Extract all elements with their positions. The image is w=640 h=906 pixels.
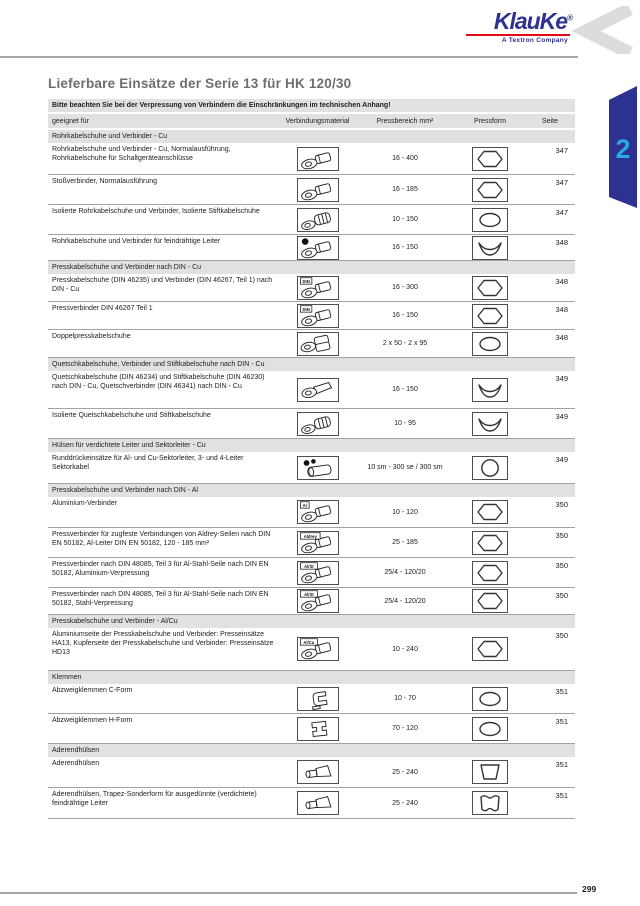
item-description: Pressverbinder nach DIN 48085, Teil 3 für Al-Stahl-Seile nach DIN EN 50182, Aluminium-Verpressung — [52, 561, 269, 577]
table-row — [48, 409, 575, 439]
page-ref: 351 — [555, 791, 568, 800]
table-row — [48, 684, 575, 714]
pressform-crescent-icon — [472, 378, 508, 402]
item-description: Isolierte Quetschkabelschuhe und Stiftkabelschuhe — [52, 412, 211, 419]
alst-lug-icon — [297, 561, 339, 585]
material-cell — [280, 274, 355, 301]
material-cell — [280, 684, 355, 713]
page-ref: 348 — [555, 305, 568, 314]
table-row — [48, 330, 575, 358]
pressform-hexagon-icon — [472, 500, 508, 524]
column-header: Pressform — [474, 117, 506, 125]
item-description: Aderendhülsen — [52, 760, 100, 767]
page-ref: 351 — [555, 687, 568, 696]
page-ref: 349 — [555, 412, 568, 421]
pressbereich-value: 25 - 240 — [392, 768, 418, 776]
pressform-oval-icon — [472, 687, 508, 711]
pressform-hexagon-icon — [472, 637, 508, 661]
header-divider — [0, 56, 578, 58]
material-cell — [280, 143, 355, 174]
pressbereich-value: 16 - 150 — [392, 386, 418, 393]
item-description: Pressverbinder nach DIN 48085, Teil 3 für Al-Stahl-Seile nach DIN EN 50182, Stahl-Verpressung — [52, 591, 269, 607]
h-clamp-icon — [297, 717, 339, 741]
pressform-cell — [455, 235, 525, 260]
pressform-cell — [455, 684, 525, 713]
item-description: Pressverbinder für zugfeste Verbindungen von Aldrey-Seilen nach DIN EN 50182, Al-Leiter DIN EN 50182, 120 - 185 mm² — [52, 531, 271, 547]
pressform-cell — [455, 714, 525, 743]
din-lug-icon — [297, 304, 339, 328]
pressbereich-value: 16 - 300 — [392, 284, 418, 291]
pressform-hexagon-icon — [472, 589, 508, 613]
section-header: Aderendhülsen — [48, 744, 575, 757]
pressform-cell — [455, 175, 525, 204]
svg-text:Al/Cu: Al/Cu — [302, 639, 314, 645]
pressform-oval-icon — [472, 332, 508, 356]
table-row — [48, 757, 575, 788]
page-ref: 350 — [555, 531, 568, 540]
item-description: Pressverbinder DIN 46267 Teil 1 — [52, 305, 153, 312]
pressform-hexagon-icon — [472, 147, 508, 171]
item-description: Quetschkabelschuhe (DIN 46234) und Stiftkabelschuhe (DIN 46230) nach DIN - Cu, Quetschverbinder (DIN 46341) nach DIN - Cu — [52, 374, 265, 390]
pressbereich-value: 10 - 70 — [394, 695, 416, 702]
material-cell — [280, 409, 355, 438]
section-header: Presskabelschuhe und Verbinder nach DIN - Al — [48, 484, 575, 497]
table-row — [48, 588, 575, 615]
material-cell — [280, 175, 355, 204]
pressform-trapez-icon — [472, 760, 508, 784]
alst-lug-icon — [297, 589, 339, 613]
pressform-cell — [455, 330, 525, 357]
material-cell — [280, 628, 355, 670]
al-lug-icon — [297, 500, 339, 524]
table-row — [48, 274, 575, 302]
section-header: Rohrkabelschuhe und Verbinder - Cu — [48, 130, 575, 143]
table-row — [48, 235, 575, 261]
material-cell — [280, 558, 355, 587]
alcu-lug-icon — [297, 637, 339, 661]
column-header: geeignet für — [52, 117, 89, 125]
registered-mark: ® — [567, 13, 572, 23]
material-cell — [280, 371, 355, 408]
pressbereich-value: 10 - 240 — [392, 645, 418, 653]
pressform-cell — [455, 757, 525, 787]
table-row — [48, 175, 575, 205]
pressform-circle-icon — [472, 456, 508, 480]
item-description: Runddrückeinsätze für Al- und Cu-Sektorleiter, 3- und 4-Leiter Sektorkabel — [52, 455, 244, 471]
pressform-cell — [455, 274, 525, 301]
pressform-hexagon-icon — [472, 276, 508, 300]
crimp-lug-icon — [297, 378, 339, 402]
material-cell — [280, 235, 355, 260]
item-description: Isolierte Rohrkabelschuhe und Verbinder, Isolierte Stiftkabelschuhe — [52, 208, 260, 215]
page-title: Lieferbare Einsätze der Serie 13 für HK 120/30 — [48, 76, 352, 91]
pressform-cell — [455, 788, 525, 818]
aldrey-lug-icon — [297, 531, 339, 555]
item-description: Presskabelschuhe (DIN 46235) und Verbinder (DIN 46267, Teil 1) nach DIN - Cu — [52, 277, 273, 293]
item-description: Abzweigklemmen C-Form — [52, 687, 133, 694]
brand-wordmark: KlauKe® — [493, 8, 572, 34]
material-cell — [280, 302, 355, 329]
material-cell — [280, 497, 355, 527]
svg-text:DIN: DIN — [302, 306, 310, 312]
pressform-crescent-icon — [472, 236, 508, 260]
pressform-cell — [455, 452, 525, 483]
din-lug-icon — [297, 276, 339, 300]
pressform-hexagon-icon — [472, 304, 508, 328]
item-description: Aluminium-Verbinder — [52, 500, 117, 507]
pressform-trapez-special-icon — [472, 791, 508, 815]
section-header: Presskabelschuhe und Verbinder nach DIN - Cu — [48, 261, 575, 274]
pressform-cell — [455, 409, 525, 438]
pressform-crescent-icon — [472, 412, 508, 436]
fine-strand-lug-icon — [297, 236, 339, 260]
pressform-cell — [455, 371, 525, 408]
page-ref: 351 — [555, 717, 568, 726]
ferrule-icon — [297, 760, 339, 784]
footer-divider — [0, 892, 577, 894]
item-description: Doppelpresskabelschuhe — [52, 333, 131, 340]
pressbereich-value: 16 - 185 — [392, 186, 418, 193]
pressform-oval-icon — [472, 208, 508, 232]
pressbereich-value: 16 - 400 — [392, 155, 418, 162]
pressbereich-value: 16 - 150 — [392, 312, 418, 319]
section-header: Hülsen für verdichtete Leiter und Sektorleiter - Cu — [48, 439, 575, 452]
page-ref: 350 — [555, 631, 568, 640]
material-cell — [280, 714, 355, 743]
logo-subtitle: A Textron Company — [501, 37, 568, 44]
page-ref: 348 — [555, 277, 568, 286]
page-ref: 347 — [555, 178, 568, 187]
section-header: Presskabelschuhe und Verbinder - Al/Cu — [48, 615, 575, 628]
item-description: Aderendhülsen, Trapez-Sonderform für ausgedünnte (verdichtete) feindrähtige Leiter — [52, 791, 257, 807]
column-header: Seite — [542, 117, 558, 125]
table-row — [48, 628, 575, 671]
material-cell — [280, 330, 355, 357]
svg-text:DIN: DIN — [302, 278, 310, 284]
pressform-oval-icon — [472, 717, 508, 741]
material-cell — [280, 588, 355, 614]
ferrule-icon — [297, 791, 339, 815]
table-row — [48, 371, 575, 409]
material-cell — [280, 452, 355, 483]
page-number: 299 — [582, 884, 597, 894]
column-header: Verbindungsmaterial — [285, 117, 350, 125]
page-ref: 348 — [555, 238, 568, 247]
pressbereich-value: 25 - 240 — [392, 799, 418, 807]
table-row — [48, 714, 575, 744]
pressbereich-value: 25/4 - 120/20 — [384, 597, 426, 605]
c-clamp-icon — [297, 687, 339, 711]
pressform-cell — [455, 528, 525, 557]
material-cell — [280, 757, 355, 787]
pressbereich-value: 16 - 150 — [392, 244, 418, 251]
table-header-row — [48, 114, 575, 128]
table-row — [48, 205, 575, 235]
pressbereich-value: 70 - 120 — [392, 725, 418, 732]
svg-text:Aldrey: Aldrey — [303, 533, 317, 539]
page-ref: 347 — [555, 208, 568, 217]
sector-tube-icon — [297, 456, 339, 480]
page-ref: 350 — [555, 500, 568, 509]
page-ref: 347 — [555, 146, 568, 155]
section-tab-number: 2 — [615, 134, 631, 164]
table-row — [48, 302, 575, 330]
material-cell — [280, 528, 355, 557]
pressform-cell — [455, 302, 525, 329]
pressform-cell — [455, 628, 525, 670]
pressbereich-value: 2 x 50 - 2 x 95 — [382, 340, 428, 347]
chevron-left-icon — [566, 6, 638, 59]
column-header: Pressbereich mm² — [376, 117, 434, 125]
pressform-cell — [455, 205, 525, 234]
item-description: Stoßverbinder, Normalausführung — [52, 178, 158, 185]
table-row — [48, 497, 575, 528]
pressbereich-value: 10 - 95 — [394, 420, 416, 427]
pressform-hexagon-icon — [472, 531, 508, 555]
pressbereich-value: 25 - 185 — [392, 539, 418, 546]
table-row — [48, 528, 575, 558]
page-ref: 349 — [555, 374, 568, 383]
pressform-hexagon-icon — [472, 178, 508, 202]
material-cell — [280, 205, 355, 234]
page-ref: 350 — [555, 591, 568, 600]
logo-red-rule — [466, 34, 570, 36]
page-ref: 351 — [555, 760, 568, 769]
table-row — [48, 558, 575, 588]
table-row — [48, 452, 575, 484]
pressform-cell — [455, 558, 525, 587]
insulated-lug-icon — [297, 208, 339, 232]
item-description: Rohrkabelschuhe und Verbinder - Cu, Normalausführung, Rohrkabelschuhe für Schaltgeräteanschlüsse — [52, 146, 231, 162]
item-description: Abzweigklemmen H-Form — [52, 717, 133, 724]
item-description: Aluminiumseite der Presskabelschuhe und Verbinder: Presseinsätze HA13, Kupferseite der Presskabelschuhe und Verbinder: Presseinsätze HD13 — [52, 631, 274, 656]
pressform-cell — [455, 497, 525, 527]
table-row — [48, 143, 575, 175]
svg-text:Al: Al — [302, 502, 307, 508]
table-body — [48, 130, 575, 819]
pressbereich-value: 10 - 150 — [392, 216, 418, 223]
table-row — [48, 788, 575, 819]
cable-lug-icon — [297, 147, 339, 171]
double-lug-icon — [297, 332, 339, 356]
page-ref: 349 — [555, 455, 568, 464]
pressform-cell — [455, 588, 525, 614]
svg-text:Al/St: Al/St — [303, 563, 314, 569]
notice-bar: Bitte beachten Sie bei der Verpressung von Verbindern die Einschränkungen im technischen Anhang! — [48, 99, 575, 112]
pressbereich-value: 10 - 120 — [392, 508, 418, 516]
section-header: Quetschkabelschuhe, Verbinder und Stiftkabelschuhe nach DIN - Cu — [48, 358, 575, 371]
pressbereich-value: 25/4 - 120/20 — [384, 569, 426, 576]
svg-text:Al/St: Al/St — [303, 591, 314, 597]
page-ref: 350 — [555, 561, 568, 570]
pressform-cell — [455, 143, 525, 174]
page-ref: 348 — [555, 333, 568, 342]
klauke-logo — [452, 10, 572, 44]
section-header: Klemmen — [48, 671, 575, 684]
item-description: Rohrkabelschuhe und Verbinder für feindrähtige Leiter — [52, 238, 221, 245]
pressform-hexagon-icon — [472, 561, 508, 585]
butt-connector-icon — [297, 178, 339, 202]
material-cell — [280, 788, 355, 818]
pressbereich-value: 10 sm - 300 se / 300 sm — [367, 464, 443, 471]
insulated-lug-icon — [297, 412, 339, 436]
